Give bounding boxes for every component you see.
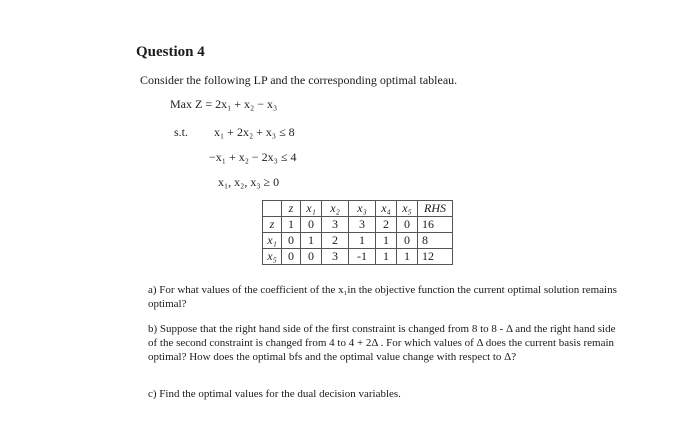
optimal-tableau: [262, 200, 453, 265]
constraint-2: −x₁ + x₂ − 2x₃ ≤ 4: [209, 150, 297, 164]
tableau-cell: 1: [376, 249, 397, 265]
tableau-row: [263, 217, 453, 233]
tableau-header-cell: x₂: [322, 201, 349, 217]
tableau-cell: -1: [349, 249, 376, 265]
tableau-cell: x₅: [263, 249, 282, 265]
question-title: Question 4: [136, 44, 205, 60]
tableau-cell: 2: [376, 217, 397, 233]
objective-function: Max Z = 2x₁ + x₂ − x₃: [170, 97, 278, 111]
tableau-cell: 1: [301, 233, 322, 249]
tableau-cell: 12: [418, 249, 453, 265]
subject-to-label: s.t.: [174, 125, 189, 139]
tableau-header-cell: z: [282, 201, 301, 217]
tableau-cell: 2: [322, 233, 349, 249]
tableau-cell: 0: [282, 249, 301, 265]
constraint-1: x₁ + 2x₂ + x₃ ≤ 8: [214, 125, 295, 139]
tableau-cell: x₁: [263, 233, 282, 249]
tableau-cell: 0: [397, 217, 418, 233]
tableau-cell: 3: [322, 249, 349, 265]
tableau-row: [263, 233, 453, 249]
tableau-header-cell: x₃: [349, 201, 376, 217]
tableau-cell: 0: [397, 233, 418, 249]
part-a-text: a) For what values of the coefficient of the x₁in the objective function the current optimal solution remains optimal?: [148, 284, 617, 310]
tableau-header-row: [263, 201, 453, 217]
tableau-cell: 16: [418, 217, 453, 233]
tableau-cell: 0: [282, 233, 301, 249]
tableau-cell: 1: [397, 249, 418, 265]
tableau-cell: 1: [282, 217, 301, 233]
intro-text: Consider the following LP and the corresponding optimal tableau.: [140, 73, 458, 87]
tableau-header-cell: x₁: [301, 201, 322, 217]
tableau-cell: 3: [349, 217, 376, 233]
part-c-text: c) Find the optimal values for the dual decision variables.: [148, 388, 401, 400]
tableau-cell: z: [263, 217, 282, 233]
tableau-header-cell: x₅: [397, 201, 418, 217]
tableau-cell: 0: [301, 249, 322, 265]
non-negativity-constraint: x₁, x₂, x₃ ≥ 0: [218, 175, 280, 189]
tableau-cell: 3: [322, 217, 349, 233]
tableau-header-cell: RHS: [418, 201, 453, 217]
tableau-cell: 8: [418, 233, 453, 249]
tableau-row: [263, 249, 453, 265]
tableau-cell: 1: [349, 233, 376, 249]
tableau-header-cell: x₄: [376, 201, 397, 217]
tableau-cell: 0: [301, 217, 322, 233]
tableau-header-cell: [263, 201, 282, 217]
tableau-cell: 1: [376, 233, 397, 249]
part-b-text: b) Suppose that the right hand side of the first constraint is changed from 8 to 8 - Δ and the right hand side of the second constraint is changed from 4 to 4 + 2Δ . For which values of Δ does the current basis remain optimal? How does the optimal bfs and the optimal value change with respect to Δ?: [148, 323, 616, 363]
